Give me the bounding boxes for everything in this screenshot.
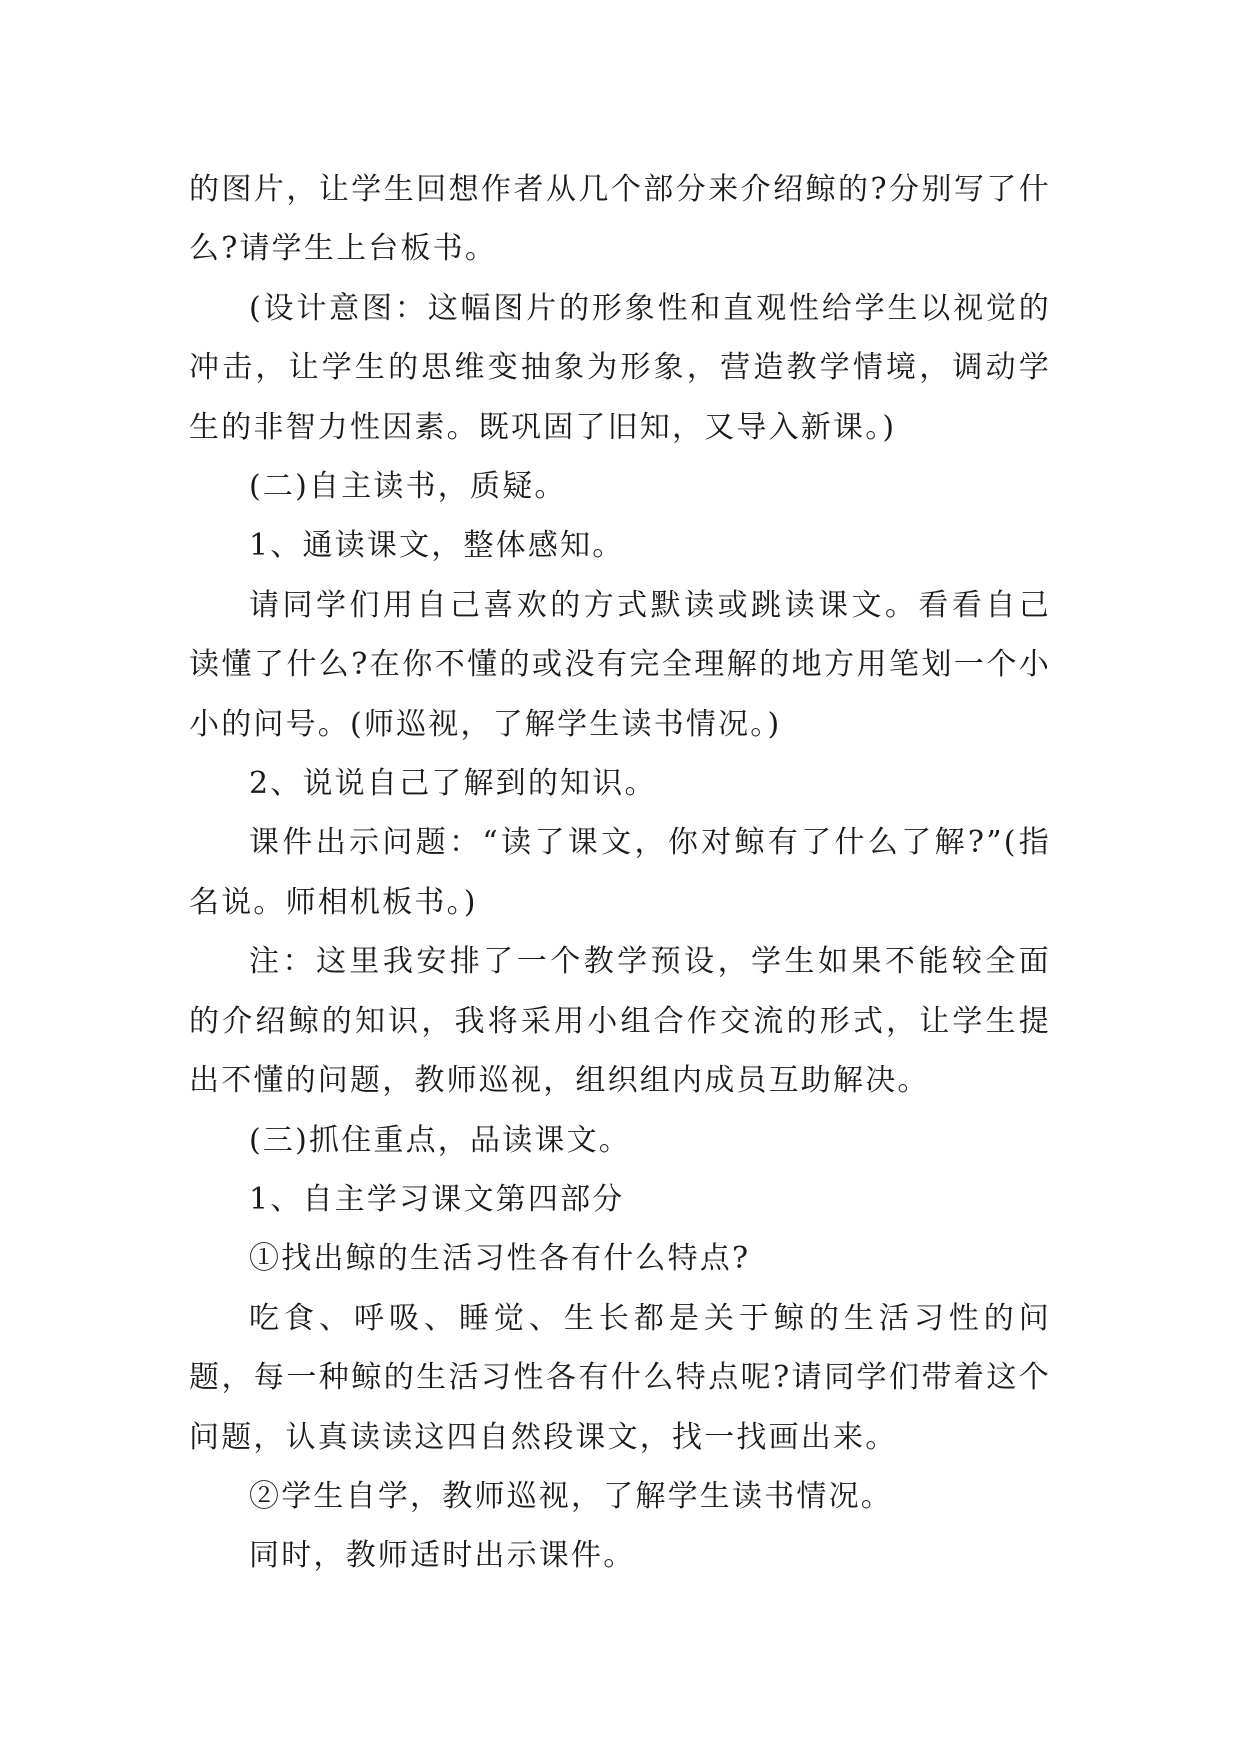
paragraph: 吃食、呼吸、睡觉、生长都是关于鲸的生活习性的问题，每一种鲸的生活习性各有什么特点呢?请同学们带着这个问题，认真读读这四自然段课文，找一找画出来。 bbox=[189, 1300, 1051, 1455]
paragraph: 注：这里我安排了一个教学预设，学生如果不能较全面的介绍鲸的知识，我将采用小组合作交流的形式，让学生提出不懂的问题，教师巡视，组织组内成员互助解决。 bbox=[189, 944, 1051, 1099]
paragraph: (设计意图：这幅图片的形象性和直观性给学生以视觉的冲击，让学生的思维变抽象为形象，营造教学情境，调动学生的非智力性因素。既巩固了旧知，又导入新课。) bbox=[189, 290, 1051, 445]
paragraph: 请同学们用自己喜欢的方式默读或跳读课文。看看自己读懂了什么?在你不懂的或没有完全理解的地方用笔划一个小小的问号。(师巡视，了解学生读书情况。) bbox=[189, 587, 1051, 742]
step-heading: 2、说说自己了解到的知识。 bbox=[249, 766, 657, 802]
step-item: ②学生自学，教师巡视，了解学生读书情况。 bbox=[249, 1478, 893, 1514]
step-item: ①找出鲸的生活习性各有什么特点? bbox=[249, 1241, 751, 1277]
section-heading: (二)自主读书，质疑。 bbox=[249, 469, 567, 505]
step-heading: 1、自主学习课文第四部分 bbox=[249, 1181, 625, 1217]
section-heading: (三)抓住重点，品读课文。 bbox=[249, 1122, 632, 1158]
document-body bbox=[189, 160, 1051, 1586]
paragraph: 的图片，让学生回想作者从几个部分来介绍鲸的?分别写了什么?请学生上台板书。 bbox=[189, 172, 1051, 267]
paragraph: 同时，教师适时出示课件。 bbox=[249, 1538, 636, 1574]
paragraph: 课件出示问题：“读了课文，你对鲸有了什么了解?”(指名说。师相机板书。) bbox=[189, 825, 1051, 920]
step-heading: 1、通读课文，整体感知。 bbox=[249, 528, 625, 564]
